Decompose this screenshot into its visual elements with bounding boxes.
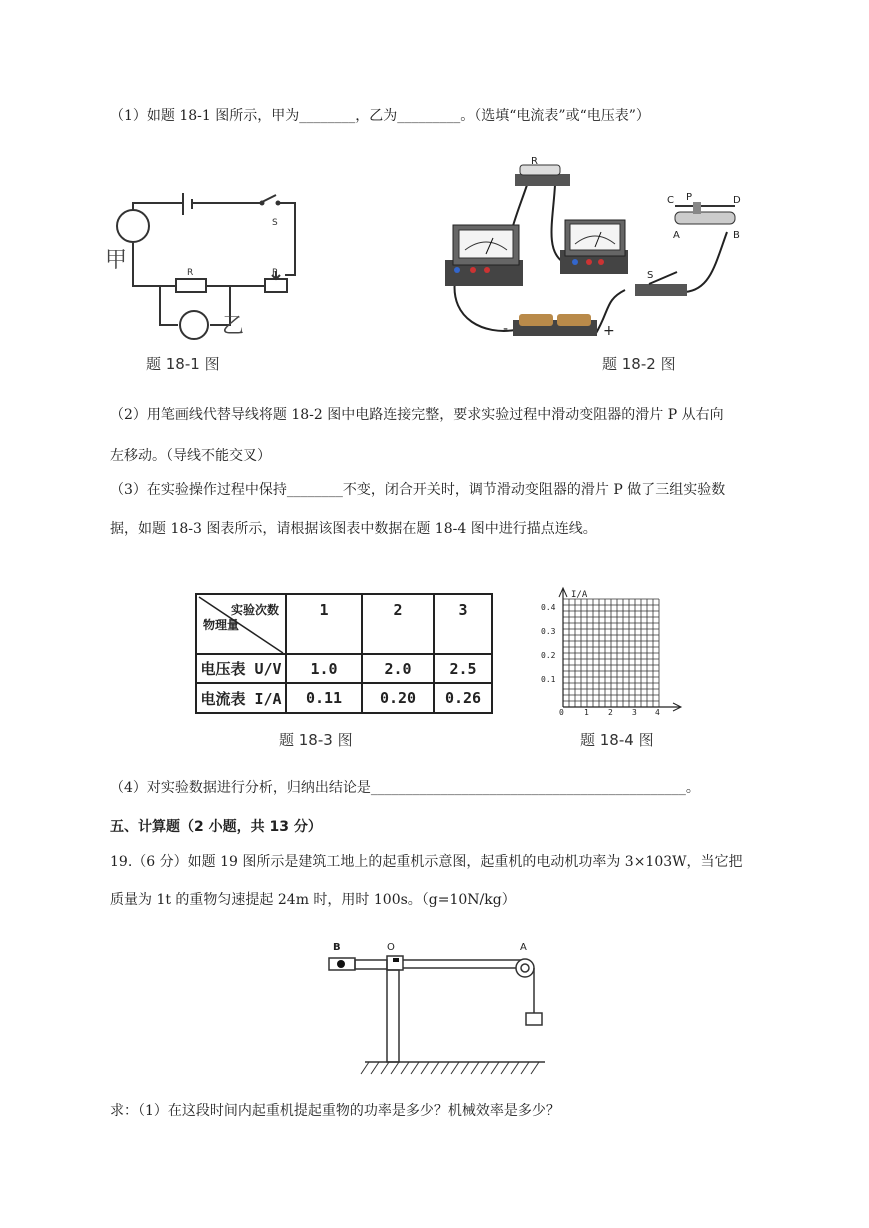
ground-hatch	[461, 1062, 469, 1074]
ground-hatch	[421, 1062, 429, 1074]
label-plus: +	[603, 323, 615, 339]
table-cell: 0.11	[286, 683, 362, 713]
ground-hatch	[371, 1062, 379, 1074]
q18-part1: （1）如题 18-1 图所示，甲为________，乙为_________。（选填“电流表”或“电压表”）	[110, 108, 650, 124]
label-jia: 甲	[105, 248, 128, 273]
table-cell: 0.20	[362, 683, 434, 713]
ground-hatch	[411, 1062, 419, 1074]
table-cell: 2.5	[434, 654, 492, 683]
label-yi: 乙	[222, 314, 245, 339]
y-tick: 0.2	[541, 651, 556, 660]
q19-line2: 质量为 1t 的重物匀速提起 24m 时，用时 100s。（g=10N/kg）	[110, 892, 516, 908]
label-s2: S	[647, 270, 654, 281]
row-label-voltage: 电压表 U/V	[196, 654, 286, 683]
ground-hatch	[521, 1062, 529, 1074]
table-corner-header	[196, 594, 286, 654]
label-b19: B	[333, 942, 341, 953]
row-label-current: 电流表 I/A	[196, 683, 286, 713]
label-o19: O	[387, 942, 395, 953]
q19-line1: 19.（6 分）如题 19 图所示是建筑工地上的起重机示意图，起重机的电动机功率为 3×103W，当它把	[110, 854, 743, 870]
ground-hatch	[381, 1062, 389, 1074]
label-r2: R	[531, 156, 538, 167]
label-minus: -	[503, 321, 509, 337]
label-a: A	[673, 230, 680, 241]
x-tick: 3	[632, 708, 637, 717]
y-tick: 0.3	[541, 627, 556, 636]
col-header-2: 2	[362, 594, 434, 654]
figure-18-1-circuit	[100, 185, 300, 350]
ground-hatch	[441, 1062, 449, 1074]
q19-ask-1: 求：（1）在这段时间内起重机提起重物的功率是多少？机械效率是多少？	[110, 1103, 560, 1119]
ground-hatch	[491, 1062, 499, 1074]
caption-18-4: 题 18-4 图	[580, 731, 654, 749]
section-5-heading: 五、计算题（2 小题，共 13 分）	[110, 819, 322, 835]
q18-part2-line1: （2）用笔画线代替导线将题 18-2 图中电路连接完整，要求实验过程中滑动变阻器的滑片 P 从右向	[110, 407, 724, 423]
ground-hatch	[511, 1062, 519, 1074]
ground-hatch	[481, 1062, 489, 1074]
table-cell: 2.0	[362, 654, 434, 683]
caption-18-1: 题 18-1 图	[146, 355, 220, 373]
label-r: R	[187, 268, 194, 278]
ground-hatch	[391, 1062, 399, 1074]
header-quantity: 物理量	[203, 618, 240, 632]
ground-hatch	[501, 1062, 509, 1074]
caption-18-2: 题 18-2 图	[602, 355, 676, 373]
col-header-1: 1	[286, 594, 362, 654]
label-s: S	[272, 218, 278, 228]
ground-hatch	[471, 1062, 479, 1074]
figure-19-crane	[325, 938, 565, 1083]
figure-18-2-apparatus	[435, 150, 755, 350]
header-trial-count: 实验次数	[230, 603, 279, 617]
q18-part3-line2: 据，如题 18-3 图表所示，请根据该图表中数据在题 18-4 图中进行描点连线。	[110, 521, 597, 537]
ground-hatch	[401, 1062, 409, 1074]
data-table-18-3	[195, 593, 493, 714]
y-tick: 0.1	[541, 675, 556, 684]
x-tick: 4	[655, 708, 660, 717]
y-tick: 0.4	[541, 603, 556, 612]
table-cell: 0.26	[434, 683, 492, 713]
table-cell: 1.0	[286, 654, 362, 683]
col-header-3: 3	[434, 594, 492, 654]
graph-18-4	[535, 585, 685, 720]
ground-hatch	[361, 1062, 369, 1074]
label-a19: A	[520, 942, 527, 953]
q18-part4: （4）对实验数据进行分析，归纳出结论是_____________________________________________。	[110, 780, 700, 796]
caption-18-3: 题 18-3 图	[279, 731, 353, 749]
label-d: D	[733, 195, 741, 206]
label-p2: P	[686, 192, 693, 203]
label-b: B	[733, 230, 740, 241]
ground-hatch	[451, 1062, 459, 1074]
ground-hatch	[431, 1062, 439, 1074]
y-axis-label: I/A	[571, 590, 588, 600]
x-tick: 2	[608, 708, 613, 717]
q18-part3-line1: （3）在实验操作过程中保持________不变，闭合开关时，调节滑动变阻器的滑片 P 做了三组实验数	[110, 482, 726, 498]
x-tick: 1	[584, 708, 589, 717]
x-tick: 0	[559, 708, 564, 717]
q18-part2-line2: 左移动。（导线不能交叉）	[110, 448, 271, 464]
label-c: C	[667, 195, 674, 206]
ground-hatch	[531, 1062, 539, 1074]
label-p: P	[272, 268, 278, 278]
